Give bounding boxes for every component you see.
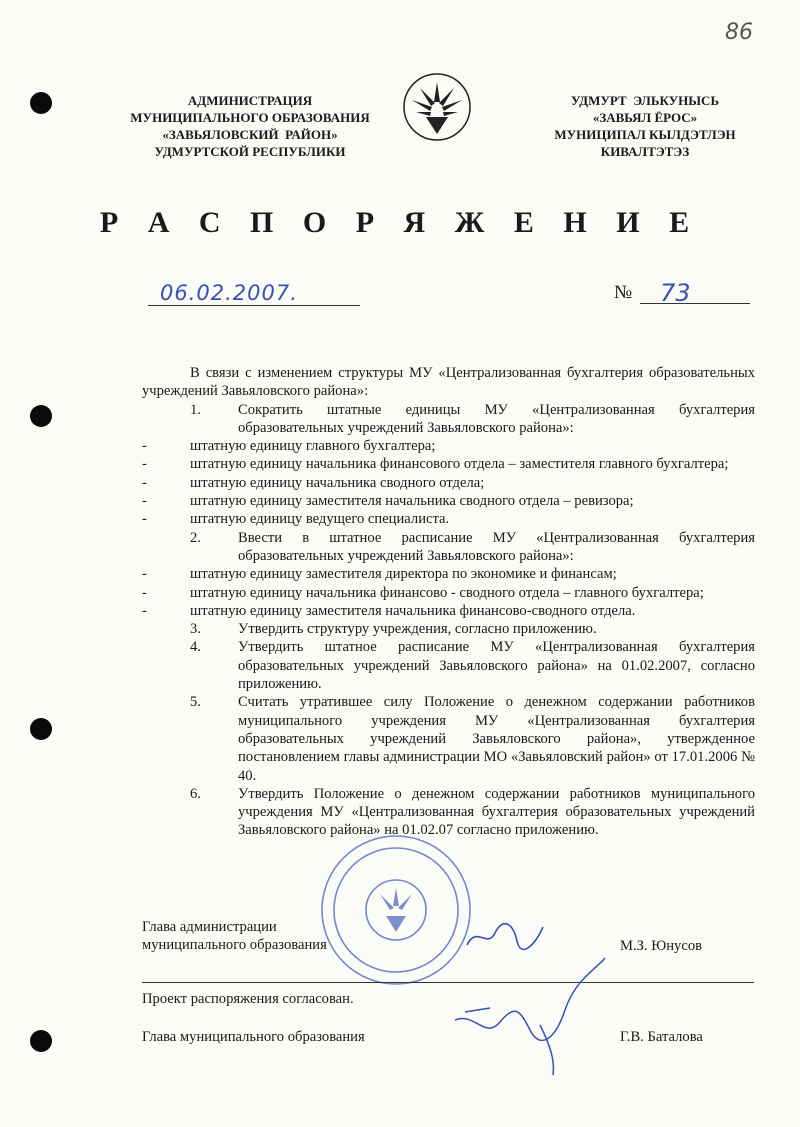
signature-role-line: муниципального образования <box>142 937 327 954</box>
dash-item: - штатную единицу заместителя начальника финансово-сводного отдела. <box>142 602 755 620</box>
date-underline <box>148 305 360 306</box>
item-text: Сократить штатные единицы МУ «Централизованная бухгалтерия образовательных учреждений Завьяловского района»: <box>238 401 755 436</box>
punch-hole <box>30 1030 52 1052</box>
document-body <box>142 364 755 840</box>
header-left-line: «ЗАВЬЯЛОВСКИЙ РАЙОН» <box>162 127 338 142</box>
list-item <box>142 620 755 638</box>
header-left <box>105 92 395 160</box>
approval-note: Проект распоряжения согласован. <box>142 991 354 1007</box>
header-left-line: УДМУРТСКОЙ РЕСПУБЛИКИ <box>154 144 346 159</box>
dash-item: - штатную единицу ведущего специалиста. <box>142 510 755 528</box>
number-label: № <box>614 282 633 303</box>
document-title: Р А С П О Р Я Ж Е Н И Е <box>99 206 701 239</box>
handwritten-signature <box>465 915 545 955</box>
header-right <box>525 92 765 160</box>
dash-item: - штатную единицу главного бухгалтера; <box>142 437 755 455</box>
list-item <box>142 693 755 784</box>
item-number: 4. <box>190 639 201 656</box>
document-date: 06.02.2007. <box>160 281 298 305</box>
item-text: Считать утратившее силу Положение о денежном содержании работников муниципального учреждения МУ «Централизованная бухгалтерия образовательных учреждений Завьяловского района», утвержденное постановлением главы администрации МО «Завьяловский район» от 17.01.2006 № 40. <box>238 694 755 784</box>
list-item <box>142 401 755 438</box>
approval-name: Г.В. Баталова <box>620 1029 703 1045</box>
punch-hole <box>30 405 52 427</box>
dash-item: - штатную единицу заместителя начальника сводного отдела – ревизора; <box>142 492 755 510</box>
dash-text: штатную единицу заместителя начальника финансово-сводного отдела. <box>190 602 636 619</box>
number-underline <box>640 303 750 304</box>
document-number: 73 <box>660 279 691 307</box>
header-right-line: «ЗАВЬЯЛ ЁРОС» <box>592 110 698 125</box>
item-text: Утвердить штатное расписание МУ «Централизованная бухгалтерия образовательных учреждений Завьяловского района» на 01.02.2007, согласно приложению. <box>238 639 755 693</box>
dash-text: штатную единицу заместителя директора по экономике и финансам; <box>190 566 617 583</box>
approval-role: Глава муниципального образования <box>142 1029 365 1045</box>
punch-hole <box>30 718 52 740</box>
dash-text: штатную единицу ведущего специалиста. <box>190 511 450 528</box>
page-number: 86 <box>725 20 753 45</box>
handwritten-signature <box>445 950 615 1080</box>
dash-text: штатную единицу начальника финансового отдела – заместителя главного бухгалтера; <box>190 456 729 473</box>
item-number: 2. <box>190 529 201 546</box>
item-text: Ввести в штатное расписание МУ «Централизованная бухгалтерия образовательных учреждений Завьяловского района»: <box>238 529 755 564</box>
dash-item: - штатную единицу заместителя директора по экономике и финансам; <box>142 565 755 583</box>
item-number: 1. <box>190 401 201 418</box>
dash-text: штатную единицу начальника финансово - сводного отдела – главного бухгалтера; <box>190 584 704 601</box>
header-right-line: УДМУРТ ЭЛЬКУНЫСЬ <box>570 93 720 108</box>
signature-role <box>142 918 327 955</box>
header-left-line: АДМИНИСТРАЦИЯ <box>187 93 313 108</box>
intro-paragraph: В связи с изменением структуры МУ «Централизованная бухгалтерия образовательных учреждений Завьяловского района»: <box>142 365 755 400</box>
list-item <box>142 529 755 566</box>
coat-of-arms-logo <box>402 72 472 142</box>
dash-text: штатную единицу заместителя начальника сводного отдела – ревизора; <box>190 493 634 510</box>
punch-hole <box>30 92 52 114</box>
item-number: 5. <box>190 694 201 711</box>
dash-item: - штатную единицу начальника сводного отдела; <box>142 474 755 492</box>
item-number: 6. <box>190 785 201 802</box>
dash-item: - штатную единицу начальника финансово - сводного отдела – главного бухгалтера; <box>142 584 755 602</box>
dash-item: - штатную единицу начальника финансового отдела – заместителя главного бухгалтера; <box>142 455 755 473</box>
item-text: Утвердить Положение о денежном содержании работников муниципального учреждения МУ «Централизованная бухгалтерия образовательных учреждений Завьяловского района» на 01.02.07 согласно приложению. <box>238 785 755 839</box>
item-text: Утвердить структуру учреждения, согласно приложению. <box>238 621 597 638</box>
signature-role-line: Глава администрации <box>142 919 277 935</box>
header-right-line: КИВАЛТЭТЭЗ <box>600 144 690 159</box>
signature-name: М.З. Юнусов <box>620 938 703 954</box>
header-right-line: МУНИЦИПАЛ КЫЛДЭТЛЭН <box>554 127 736 142</box>
list-item <box>142 638 755 693</box>
dash-text: штатную единицу начальника сводного отдела; <box>190 474 485 491</box>
header-left-line: МУНИЦИПАЛЬНОГО ОБРАЗОВАНИЯ <box>130 110 370 125</box>
item-number: 3. <box>190 621 201 638</box>
dash-text: штатную единицу главного бухгалтера; <box>190 438 436 455</box>
